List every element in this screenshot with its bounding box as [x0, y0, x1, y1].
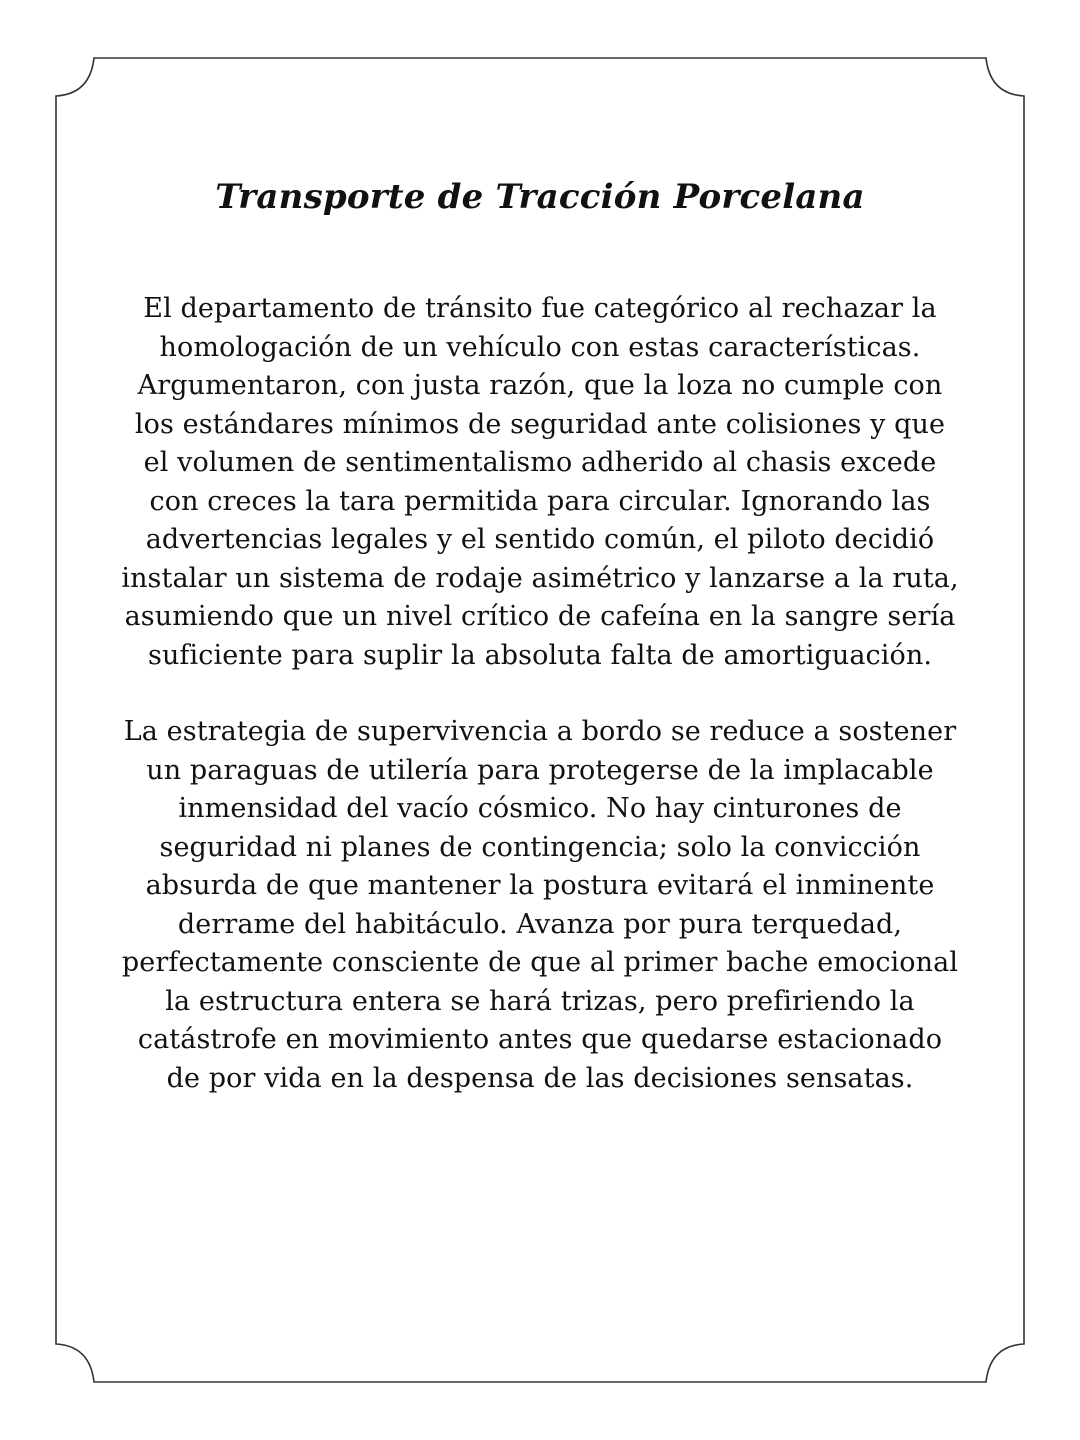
document-title: Transporte de Tracción Porcelana	[215, 177, 865, 217]
document-body	[120, 172, 960, 1098]
paragraph-1: El departamento de tránsito fue categórico al rechazar la homologación de un vehículo con estas características. Argumentaron, con justa razón, que la loza no cumple con los estándares mínimos de seguridad ante colisiones y que el volumen de sentimentalismo adherido al chasis excede con creces la tara permitida para circular. Ignorando las advertencias legales y el sentido común, el piloto decidió instalar un sistema de rodaje asimétrico y lanzarse a la ruta, asumiendo que un nivel crítico de cafeína en la sangre sería suficiente para suplir la absoluta falta de amortiguación.	[121, 293, 959, 671]
paragraph-2: La estrategia de supervivencia a bordo se reduce a sostener un paraguas de utilería para protegerse de la implacable inmensidad del vacío cósmico. No hay cinturones de seguridad ni planes de contingencia; solo la convicción absurda de que mantener la postura evitará el inminente derrame del habitáculo. Avanza por pura terquedad, perfectamente consciente de que al primer bache emocional la estructura entera se hará trizas, pero prefiriendo la catástrofe en movimiento antes que quedarse estacionado de por vida en la despensa de las decisiones sensatas.	[121, 716, 959, 1094]
